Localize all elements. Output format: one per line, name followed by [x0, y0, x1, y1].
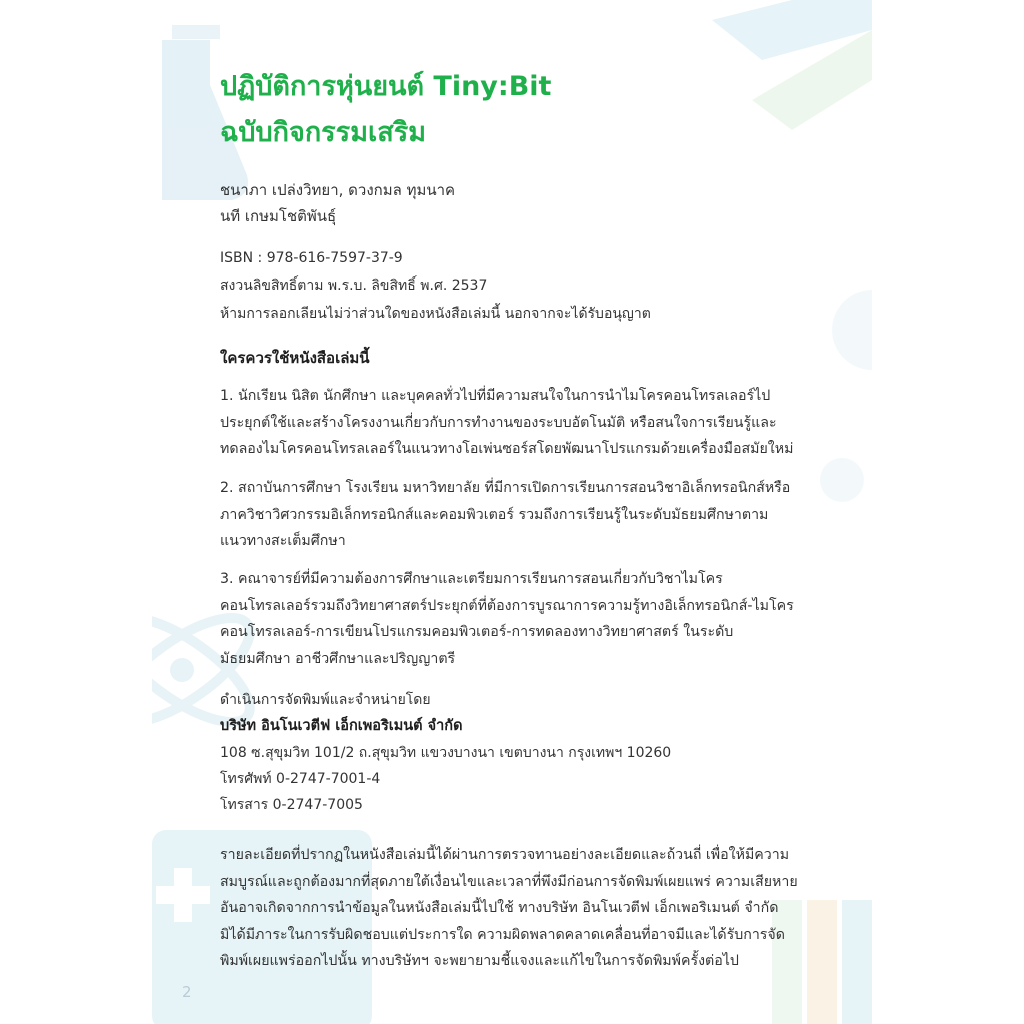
audience-item-2: 2. สถาบันการศึกษา โรงเรียน มหาวิทยาลัย ที่มีการเปิดการเรียนการสอนวิชาอิเล็กทรอนิกส์หรือภาควิชาวิศวกรรมอิเล็กทรอนิกส์และคอมพิวเตอร์ รวมถึงการเรียนรู้ในระดับมัธยมศึกษาตามแนวทางสะเต็มศึกษา [220, 480, 791, 549]
isbn: ISBN : 978-616-7597-37-9 [220, 250, 403, 266]
publisher-fax: โทรสาร 0-2747-7005 [220, 797, 363, 813]
audience-item-3: 3. คณาจารย์ที่มีความต้องการศึกษาและเตรียมการเรียนการสอนเกี่ยวกับวิชาไมโครคอนโทรลเลอร์รวมถึงวิทยาศาสตร์ประยุกต์ที่ต้องการบูรณาการความรู้ทางอิเล็กทรอนิกส์-ไมโครคอนโทรลเลอร์-การเขียนโปรแกรมคอมพิวเตอร์-การทดลองทางวิทยาศาสตร์ ในระดับมัธยมศึกษา อาชีวศึกษาและปริญญาตรี [220, 571, 794, 667]
audience-heading: ใครควรใช้หนังสือเล่มนี้ [220, 349, 370, 367]
copyright-notice: สงวนลิขสิทธิ์ตาม พ.ร.บ. ลิขสิทธิ์ พ.ศ. 2537 [220, 278, 488, 294]
authors-line2: นที เกษมโชติพันธุ์ [220, 207, 337, 225]
page-number: 2 [182, 983, 192, 1001]
pencil-illustration [712, 0, 872, 130]
flask-illustration [162, 25, 248, 200]
publisher-phone: โทรศัพท์ 0-2747-7001-4 [220, 771, 381, 787]
book-title-line2: ฉบับกิจกรรมเสริม [220, 117, 426, 148]
disclaimer: รายละเอียดที่ปรากฏในหนังสือเล่มนี้ได้ผ่านการตรวจทานอย่างละเอียดและถ้วนถี่ เพื่อให้มีความสมบูรณ์และถูกต้องมากที่สุดภายใต้เงื่อนไขและเวลาที่พึงมีก่อนการจัดพิมพ์เผยแพร่ ความเสียหายอันอาจเกิดจากการนำข้อมูลในหนังสือเล่มนี้ไปใช้ ทางบริษัท อินโนเวตีฟ เอ็กเพอริเมนต์ จำกัด มิได้มีภาระในการรับผิดชอบแต่ประการใด ความผิดพลาดคลาดเคลื่อนที่อาจมีและได้รับการจัดพิมพ์เผยแพร่ออกไปนั้น ทางบริษัทฯ จะพยายามชี้แจงและแก้ไขในการจัดพิมพ์ครั้งต่อไป [220, 847, 798, 969]
publisher-name: บริษัท อินโนเวตีฟ เอ็กเพอริเมนต์ จำกัด [220, 718, 463, 734]
prohibition-notice: ห้ามการลอกเลียนไม่ว่าส่วนใดของหนังสือเล่มนี้ นอกจากจะได้รับอนุญาต [220, 306, 651, 322]
publisher-intro: ดำเนินการจัดพิมพ์และจำหน่ายโดย [220, 692, 431, 708]
gear-illustration [820, 290, 872, 502]
audience-item-1: 1. นักเรียน นิสิต นักศึกษา และบุคคลทั่วไปที่มีความสนใจในการนำไมโครคอนโทรลเลอร์ไปประยุกต์ใช้และสร้างโครงงานเกี่ยวกับการทำงานของระบบอัตโนมัติ หรือสนใจการเรียนรู้และทดลองไมโครคอนโทรลเลอร์ในแนวทางโอเพ่นซอร์สโดยพัฒนาโปรแกรมด้วยเครื่องมือสมัยใหม่ [220, 388, 794, 457]
publisher-address: 108 ซ.สุขุมวิท 101/2 ถ.สุขุมวิท แขวงบางนา เขตบางนา กรุงเทพฯ 10260 [220, 745, 672, 761]
authors-line1: ชนาภา เปล่งวิทยา, ดวงกมล ทุมนาค [220, 181, 456, 199]
book-title-line1: ปฏิบัติการหุ่นยนต์ Tiny:Bit [220, 71, 552, 102]
book-page [152, 0, 872, 1024]
